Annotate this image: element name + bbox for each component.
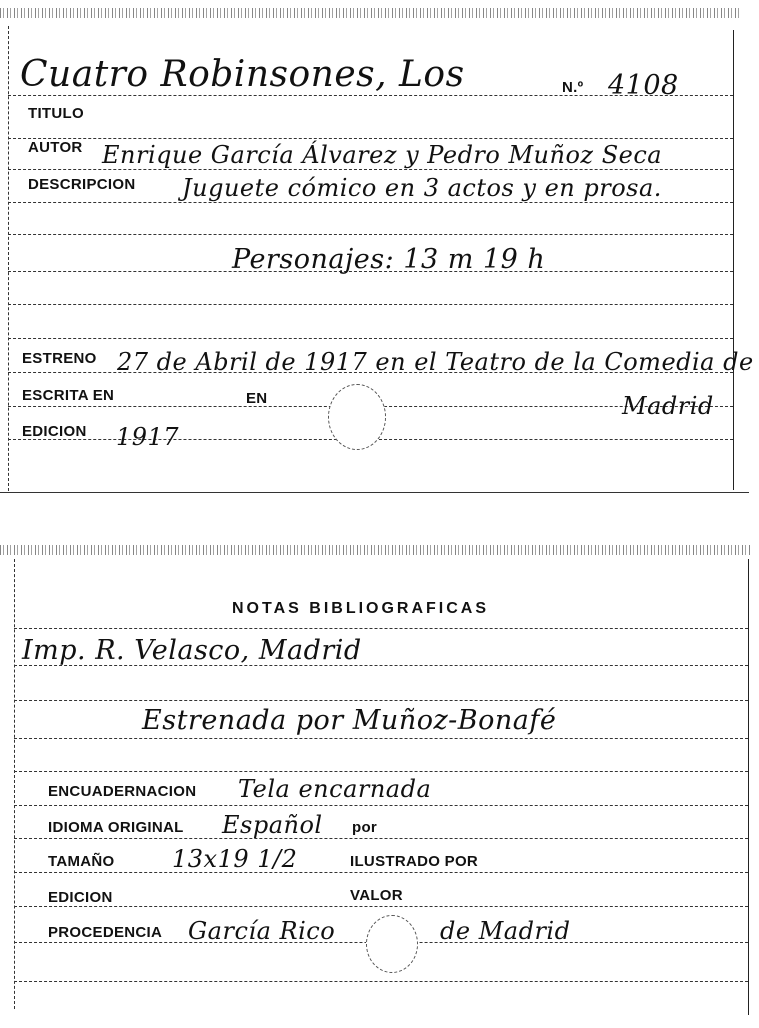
note-printer: Imp. R. Velasco, Madrid — [22, 635, 362, 666]
ruled-line — [8, 338, 733, 339]
scan-noise-top — [0, 8, 740, 18]
ruled-line — [8, 138, 733, 139]
ruled-line — [14, 906, 748, 907]
note-premiere: Estrenada por Muñoz-Bonafé — [142, 705, 557, 736]
personajes-value: Personajes: 13 m 19 h — [232, 244, 546, 275]
ilustrado-label: ILUSTRADO POR — [350, 853, 479, 870]
title-value: Cuatro Robinsones, Los — [20, 54, 465, 95]
en-label: EN — [246, 390, 268, 407]
number-label: N.º — [562, 79, 584, 96]
descripcion-label: DESCRIPCION — [28, 176, 136, 193]
escrita-en-label: ESCRITA EN — [22, 387, 115, 404]
stamp-mark — [328, 384, 386, 450]
procedencia-label: PROCEDENCIA — [48, 924, 163, 941]
tamano-label: TAMAÑO — [48, 853, 115, 870]
ruled-line — [14, 872, 748, 873]
card-right-edge — [733, 30, 734, 490]
edicion-label: EDICION — [48, 889, 113, 906]
ruled-line — [14, 738, 748, 739]
ruled-line — [14, 771, 748, 772]
idioma-value: Español — [222, 811, 323, 839]
catalog-card-front — [0, 8, 754, 493]
section-heading: NOTAS BIBLIOGRAFICAS — [232, 600, 490, 617]
scan-noise-top — [0, 545, 752, 555]
stamp-mark — [366, 915, 418, 973]
tamano-value: 13x19 1/2 — [172, 845, 298, 873]
edicion-value: 1917 — [116, 423, 180, 451]
encuadernacion-value: Tela encarnada — [238, 775, 432, 803]
ruled-line — [14, 838, 748, 839]
autor-value: Enrique García Álvarez y Pedro Muñoz Seca — [102, 141, 663, 169]
ruled-line — [8, 304, 733, 305]
valor-label: VALOR — [350, 887, 403, 904]
procedencia-city: de Madrid — [440, 917, 571, 945]
ruled-line — [14, 981, 748, 982]
card-bottom-edge — [0, 492, 749, 493]
card-right-edge — [748, 559, 749, 1015]
procedencia-value: García Rico — [188, 917, 336, 945]
encuadernacion-label: ENCUADERNACION — [48, 783, 197, 800]
estreno-value: 27 de Abril de 1917 en el Teatro de la Comedia de — [117, 348, 754, 376]
ruled-line — [8, 234, 733, 235]
ruled-line — [14, 805, 748, 806]
ruled-line — [8, 202, 733, 203]
autor-label: AUTOR — [28, 139, 83, 156]
estreno-city: Madrid — [622, 392, 714, 420]
ruled-line — [14, 700, 748, 701]
ruled-line — [8, 169, 733, 170]
edicion-label: EDICION — [22, 423, 87, 440]
por-label: por — [352, 819, 378, 836]
estreno-label: ESTRENO — [22, 350, 97, 367]
descripcion-value: Juguete cómico en 3 actos y en prosa. — [182, 174, 662, 202]
number-value: 4108 — [608, 70, 679, 101]
titulo-label: TITULO — [28, 105, 84, 122]
ruled-line — [14, 628, 748, 629]
idioma-label: IDIOMA ORIGINAL — [48, 819, 184, 836]
catalog-card-back — [0, 545, 752, 1015]
